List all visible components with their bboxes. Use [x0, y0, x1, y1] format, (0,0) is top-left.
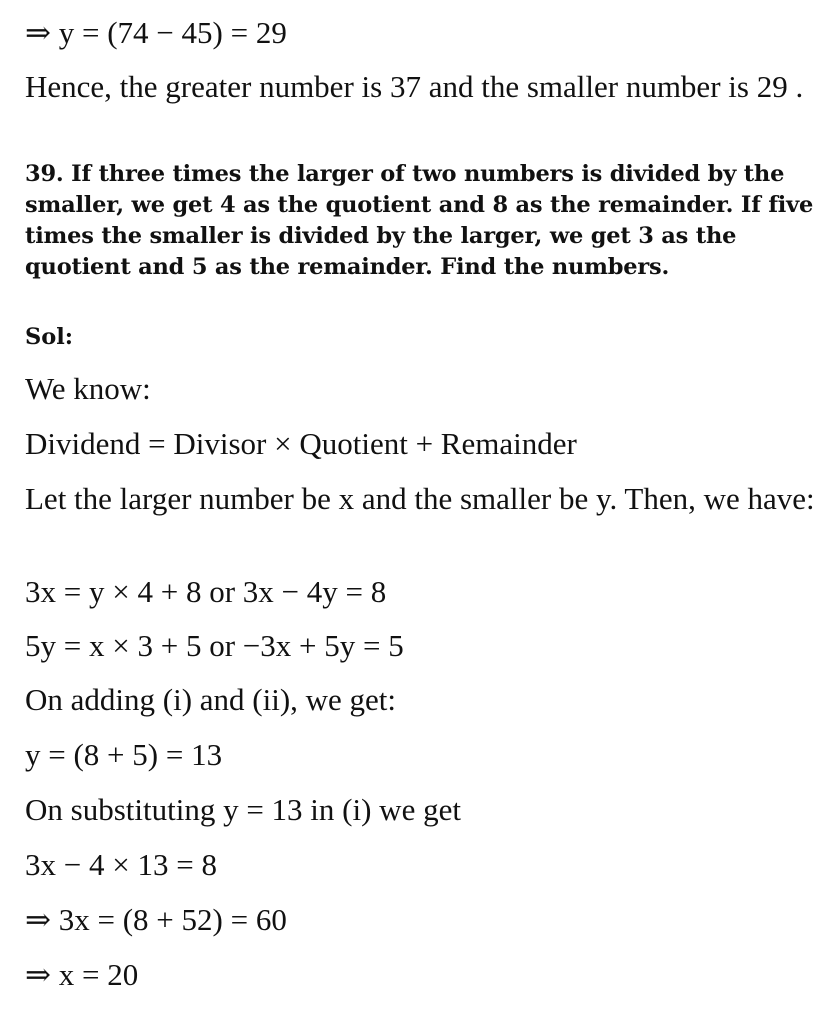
equation-three-x: ⇒ 3x = (8 + 52) = 60: [25, 902, 287, 937]
conclusion-previous-problem: Hence, the greater number is 37 and the smaller number is 29 .: [25, 69, 804, 104]
we-know-line: We know:: [25, 371, 151, 406]
let-statement: Let the larger number be x and the smaller be y. Then, we have:: [25, 481, 815, 516]
equation-y-result: ⇒ y = (74 − 45) = 29: [25, 15, 287, 50]
equation-x-value: ⇒ x = 20: [25, 957, 139, 992]
on-substituting-line: On substituting y = 13 in (i) we get: [25, 792, 461, 827]
equation-y-value: y = (8 + 5) = 13: [25, 737, 223, 772]
equation-1: 3x = y × 4 + 8 or 3x − 4y = 8: [25, 574, 387, 609]
question-39: 39. If three times the larger of two numbers is divided by the smaller, we get 4 as the quotient and 8 as the remainder. If five times the smaller is divided by the larger, we get 3 as the quotient and 5 as the remainder. Find the numbers.: [25, 161, 814, 280]
on-adding-line: On adding (i) and (ii), we get:: [25, 682, 397, 717]
dividend-formula: Dividend = Divisor × Quotient + Remainder: [25, 426, 577, 461]
equation-2: 5y = x × 3 + 5 or −3x + 5y = 5: [25, 628, 404, 663]
equation-substituted: 3x − 4 × 13 = 8: [25, 847, 217, 882]
solution-label: Sol:: [25, 324, 74, 350]
